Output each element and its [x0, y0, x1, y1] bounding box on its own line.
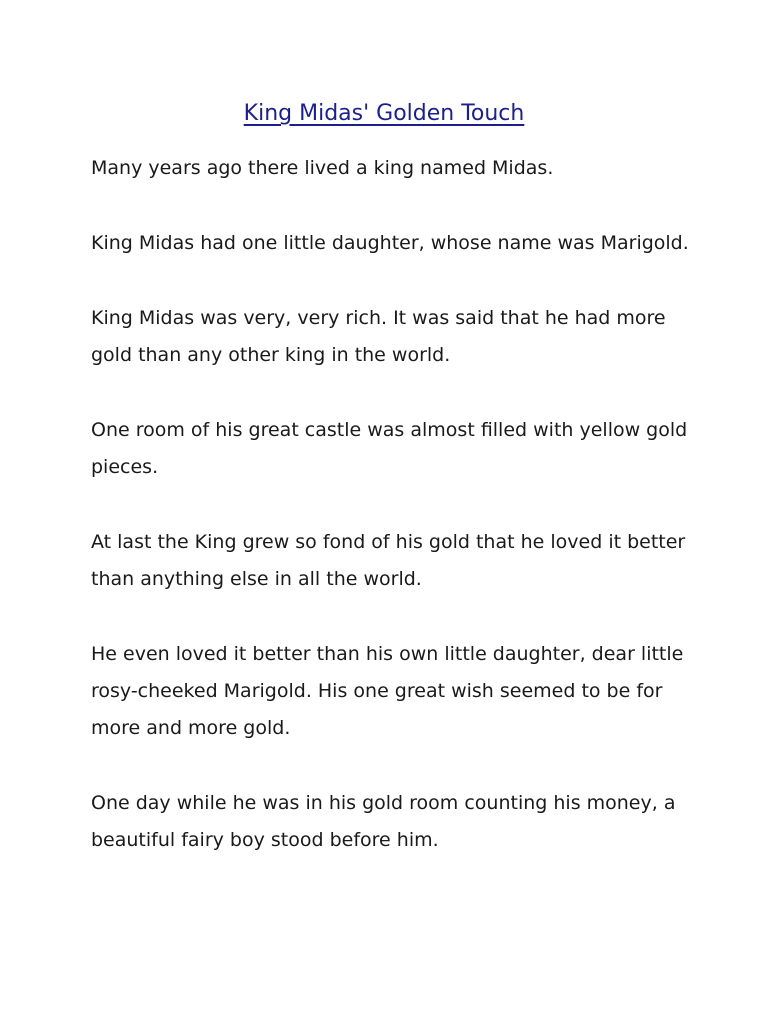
paragraph-4: One room of his great castle was almost filled with yellow gold pieces. — [91, 419, 688, 478]
paragraph-1: Many years ago there lived a king named Midas. — [91, 157, 554, 179]
paragraph-7: One day while he was in his gold room counting his money, a beautiful fairy boy stood before him. — [91, 792, 676, 851]
paragraph-6: He even loved it better than his own little daughter, dear little rosy-cheeked Marigold. His one great wish seemed to be for more and more gold. — [91, 643, 684, 739]
paragraph-2: King Midas had one little daughter, whose name was Marigold. — [91, 232, 689, 254]
document-title: King Midas' Golden Touch — [243, 101, 525, 126]
paragraph-5: At last the King grew so fond of his gold that he loved it better than anything else in all the world. — [91, 531, 686, 590]
story-body — [91, 150, 711, 897]
paragraph-3: King Midas was very, very rich. It was said that he had more gold than any other king in the world. — [91, 307, 666, 366]
